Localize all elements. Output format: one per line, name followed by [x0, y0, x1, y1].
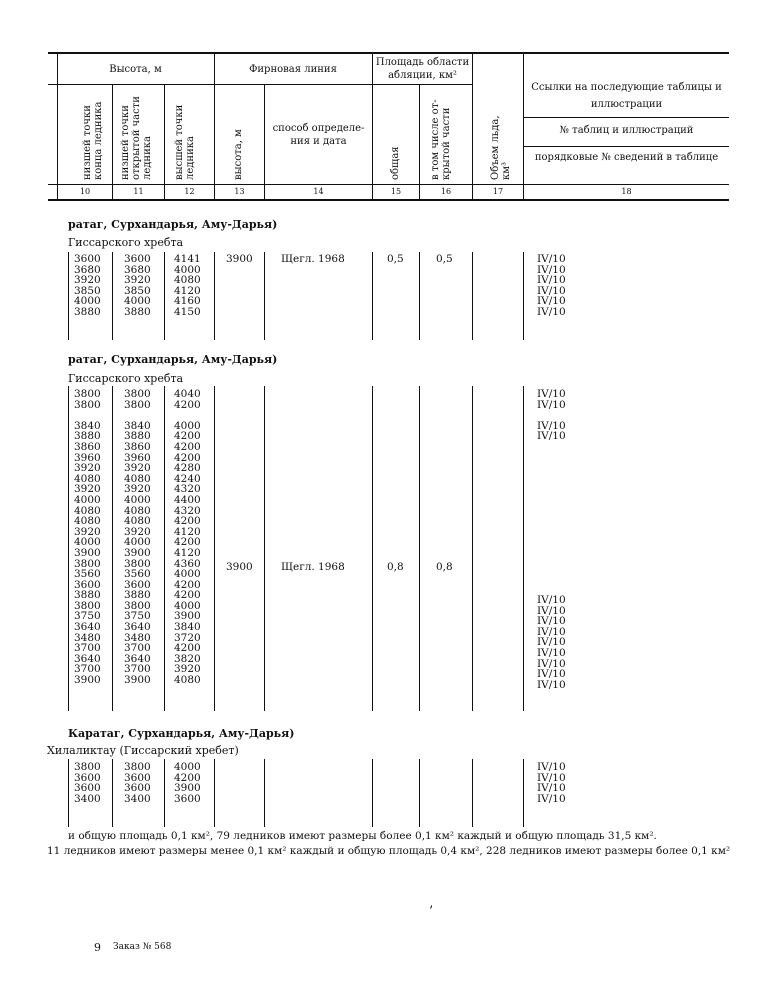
- cell-line: 4280: [174, 462, 201, 475]
- cell-line: 3900: [124, 546, 151, 559]
- cell-line: 3920: [174, 663, 201, 676]
- section-subtitle: Хилаликтау (Гиссарский хребет): [47, 744, 239, 757]
- note-line-2: 11 ледников имеют размеры менее 0,1 км² каждый и общую площадь 0,4 км², 228 ледников имеют размеры более 0,1 км²: [47, 845, 731, 857]
- col-number-12: 12: [184, 187, 195, 196]
- cell-line: 4200: [174, 515, 201, 528]
- cell-line: IV/10: [537, 430, 566, 443]
- section-subtitle: Гиссарского хребта: [68, 372, 184, 385]
- cell-line: 3880: [124, 305, 151, 318]
- cell-line: 3800: [74, 599, 101, 612]
- cell-line: IV/10: [537, 657, 566, 670]
- cell-line: 3920: [74, 525, 101, 538]
- cell-line: 4000: [174, 599, 201, 612]
- col-lowest-open-header: низшей точки открытой части ледника: [120, 96, 153, 180]
- cell-line: 4120: [174, 284, 201, 297]
- cell-line: IV/10: [537, 678, 566, 691]
- col-number-15: 15: [390, 187, 402, 196]
- order-number: Заказ № 568: [113, 942, 172, 952]
- cell-line: 3800: [124, 398, 151, 411]
- cell-line: 3560: [124, 568, 151, 581]
- section-title: ратаг, Сурхандарья, Аму-Дарья): [68, 353, 278, 366]
- cell-line: 3880: [124, 430, 151, 443]
- cell-line: 3900: [124, 674, 151, 687]
- col-lowest-end-values: [74, 389, 101, 686]
- cell-line: 4200: [174, 440, 201, 453]
- ablation-total-value: 0,5: [387, 253, 404, 265]
- cell-line: 3750: [74, 610, 101, 623]
- cell-line: IV/10: [537, 305, 566, 318]
- cell-line: 4080: [174, 274, 201, 287]
- firn-height-value: 3900: [226, 561, 253, 573]
- cell-line: IV/10: [537, 398, 566, 411]
- header-numbers-rule: [48, 184, 729, 185]
- cell-line: 4320: [174, 483, 201, 496]
- cell-line: 3700: [74, 642, 101, 655]
- refs-values: [537, 762, 566, 804]
- cell-line: 3600: [74, 253, 101, 265]
- cell-line: IV/10: [537, 604, 566, 617]
- col-number-16: 16: [440, 187, 452, 196]
- cell-line: 4120: [174, 546, 201, 559]
- refs-sub-rule-1: [524, 117, 729, 118]
- cell-line: 3400: [124, 792, 151, 805]
- cell-line: 4200: [174, 451, 201, 464]
- cell-line: 4320: [174, 504, 201, 517]
- cell-line: 4080: [124, 515, 151, 528]
- col-lowest-end-values: [74, 254, 101, 318]
- header-top-rule: [48, 52, 729, 54]
- col-number-10: 10: [79, 187, 91, 196]
- col-lowest-open-values: [124, 389, 151, 686]
- cell-line: 4200: [174, 589, 201, 602]
- cell-line: IV/10: [537, 263, 566, 276]
- col-lowest-end-header: низшей точки конца ледника: [82, 101, 104, 180]
- cell-line: 3900: [174, 782, 201, 795]
- cell-line: 3800: [74, 388, 101, 400]
- cell-line: 3640: [124, 652, 151, 665]
- cell-line: IV/10: [537, 761, 566, 773]
- cell-line: 4080: [74, 504, 101, 517]
- section-title: Каратаг, Сурхандарья, Аму-Дарья): [68, 727, 295, 740]
- refs-sub-rule-2: [524, 146, 729, 147]
- cell-line: 3750: [124, 610, 151, 623]
- cell-line: IV/10: [537, 419, 566, 432]
- cell-line: 3840: [124, 419, 151, 432]
- cell-line: 3700: [74, 663, 101, 676]
- cell-line: 3960: [124, 451, 151, 464]
- cell-line: IV/10: [537, 625, 566, 638]
- cell-line: 3860: [74, 440, 101, 453]
- cell-line: 4080: [124, 504, 151, 517]
- cell-line: 3480: [124, 631, 151, 644]
- cell-line: 3900: [174, 610, 201, 623]
- method-value: Щегл. 1968: [281, 561, 345, 573]
- cell-line: 3600: [124, 771, 151, 784]
- col-method-header: способ определе- ния и дата: [272, 123, 365, 147]
- cell-line: IV/10: [537, 668, 566, 681]
- refs-values: [537, 254, 566, 318]
- cell-line: 4000: [174, 761, 201, 773]
- cell-line: 3800: [124, 388, 151, 400]
- page-number: 9: [94, 941, 101, 954]
- cell-line: 3600: [74, 578, 101, 591]
- cell-line: 3850: [124, 284, 151, 297]
- cell-line: 3680: [74, 263, 101, 276]
- cell-line: 4141: [174, 253, 201, 265]
- col-number-13: 13: [234, 187, 245, 196]
- refs-title: Ссылки на последующие таблицы и иллюстрации: [531, 82, 722, 110]
- cell-line: 4200: [174, 578, 201, 591]
- cell-line: 3600: [74, 782, 101, 795]
- cell-line: 4000: [174, 419, 201, 432]
- cell-line: 3800: [74, 557, 101, 570]
- cell-line: IV/10: [537, 615, 566, 628]
- section-title: ратаг, Сурхандарья, Аму-Дарья): [68, 218, 278, 231]
- cell-line: 4040: [174, 388, 201, 400]
- cell-line: 4360: [174, 557, 201, 570]
- cell-line: 4080: [74, 515, 101, 528]
- cell-line: IV/10: [537, 792, 566, 805]
- cell-line: 3880: [124, 589, 151, 602]
- cell-line: 3920: [124, 483, 151, 496]
- cell-line: 3800: [74, 398, 101, 411]
- cell-line: 3920: [74, 483, 101, 496]
- col-total-header: общая: [390, 146, 401, 180]
- refs-values-top: [537, 389, 566, 442]
- cell-line: 4000: [74, 536, 101, 549]
- col-number-17: 17: [492, 187, 504, 196]
- header-bottom-rule: [48, 199, 729, 201]
- cell-line: 4000: [174, 568, 201, 581]
- ablation-open-value: 0,8: [436, 561, 453, 573]
- cell-line: 3600: [124, 253, 151, 265]
- ablation-open-value: 0,5: [436, 253, 453, 265]
- cell-line: 3800: [124, 599, 151, 612]
- cell-line: 4000: [74, 493, 101, 506]
- cell-line: 4000: [124, 536, 151, 549]
- col-highest-values: [174, 389, 201, 686]
- col-open-header: в том числе от- крытой части: [430, 99, 452, 180]
- cell-line: 4400: [174, 493, 201, 506]
- col-lowest-open-values: [124, 762, 151, 804]
- cell-line: 3920: [124, 462, 151, 475]
- cell-line: 3600: [174, 792, 201, 805]
- cell-line: 3700: [124, 663, 151, 676]
- cell-line: 3640: [74, 621, 101, 634]
- cell-line: 4200: [174, 771, 201, 784]
- cell-line: 4240: [174, 472, 201, 485]
- cell-line: 3560: [74, 568, 101, 581]
- col-lowest-open-values: [124, 254, 151, 318]
- cell-line: 3640: [124, 621, 151, 634]
- cell-line: 3840: [174, 621, 201, 634]
- cell-line: 3400: [74, 792, 101, 805]
- cell-line: 4200: [174, 430, 201, 443]
- cell-line: IV/10: [537, 771, 566, 784]
- cell-line: IV/10: [537, 636, 566, 649]
- cell-line: 4000: [124, 493, 151, 506]
- cell-line: 3880: [74, 305, 101, 318]
- cell-line: 4120: [174, 525, 201, 538]
- cell-line: 3920: [124, 274, 151, 287]
- cell-line: 3920: [124, 525, 151, 538]
- col-ice-volume-header: Объем льда, км³: [490, 115, 512, 180]
- firn-group-label: Фирновая линия: [249, 64, 337, 75]
- col-firn-height-header: высота, м: [233, 129, 244, 180]
- height-group-label: Высота, м: [109, 64, 162, 75]
- cell-line: 3960: [74, 451, 101, 464]
- cell-line: 4000: [124, 295, 151, 308]
- cell-line: 3860: [124, 440, 151, 453]
- cell-line: 3480: [74, 631, 101, 644]
- cell-line: 3600: [124, 578, 151, 591]
- cell-line: 4160: [174, 295, 201, 308]
- cell-line: 3800: [124, 557, 151, 570]
- cell-line: 4080: [74, 472, 101, 485]
- ablation-group-label: Площадь области абляции, км²: [375, 57, 470, 81]
- cell-line: 3920: [74, 462, 101, 475]
- cell-line: 3880: [74, 430, 101, 443]
- col-highest-values: [174, 762, 201, 804]
- cell-line: 4000: [174, 263, 201, 276]
- cell-line: 3900: [74, 546, 101, 559]
- cell-line: IV/10: [537, 782, 566, 795]
- cell-line: 4080: [174, 674, 201, 687]
- cell-line: 4150: [174, 305, 201, 318]
- cell-line: 4200: [174, 398, 201, 411]
- refs-sub-2: порядковые № сведений в таблице: [534, 152, 719, 163]
- cell-line: IV/10: [537, 594, 566, 606]
- firn-height-value: 3900: [226, 253, 253, 265]
- cell-line: 3800: [74, 761, 101, 773]
- cell-line: 3920: [74, 274, 101, 287]
- cell-line: 3700: [124, 642, 151, 655]
- method-value: Щегл. 1968: [281, 253, 345, 265]
- cell-line: 3840: [74, 419, 101, 432]
- cell-line: 3640: [74, 652, 101, 665]
- cell-line: IV/10: [537, 295, 566, 308]
- cell-line: 4200: [174, 536, 201, 549]
- cell-line: 3720: [174, 631, 201, 644]
- cell-line: IV/10: [537, 284, 566, 297]
- cell-line: 3800: [124, 761, 151, 773]
- cell-line: 3600: [124, 782, 151, 795]
- cell-line: 3600: [74, 771, 101, 784]
- cell-line: 4080: [124, 472, 151, 485]
- col-number-11: 11: [133, 187, 144, 196]
- refs-values-bottom: [537, 595, 566, 690]
- cell-line: IV/10: [537, 274, 566, 287]
- cell-line: IV/10: [537, 253, 566, 265]
- cell-line: 4200: [174, 642, 201, 655]
- col-highest-header: высшей точки ледника: [174, 104, 196, 180]
- col-number-18: 18: [621, 187, 632, 196]
- col-highest-values: [174, 254, 201, 318]
- col-lowest-end-values: [74, 762, 101, 804]
- cell-line: 4000: [74, 295, 101, 308]
- col-number-14: 14: [313, 187, 324, 196]
- cell-line: 3680: [124, 263, 151, 276]
- section-subtitle: Гиссарского хребта: [68, 236, 184, 249]
- cell-line: 3900: [74, 674, 101, 687]
- ablation-total-value: 0,8: [387, 561, 404, 573]
- stray-mark: ’: [429, 904, 434, 919]
- cell-line: 3850: [74, 284, 101, 297]
- cell-line: IV/10: [537, 646, 566, 659]
- note-line-1: и общую площадь 0,1 км², 79 ледников имеют размеры более 0,1 км² каждый и общую площадь 31,5 км².: [68, 830, 657, 842]
- cell-line: 3880: [74, 589, 101, 602]
- cell-line: 3820: [174, 652, 201, 665]
- cell-line: IV/10: [537, 388, 566, 400]
- refs-sub-1: № таблиц и иллюстраций: [559, 125, 694, 136]
